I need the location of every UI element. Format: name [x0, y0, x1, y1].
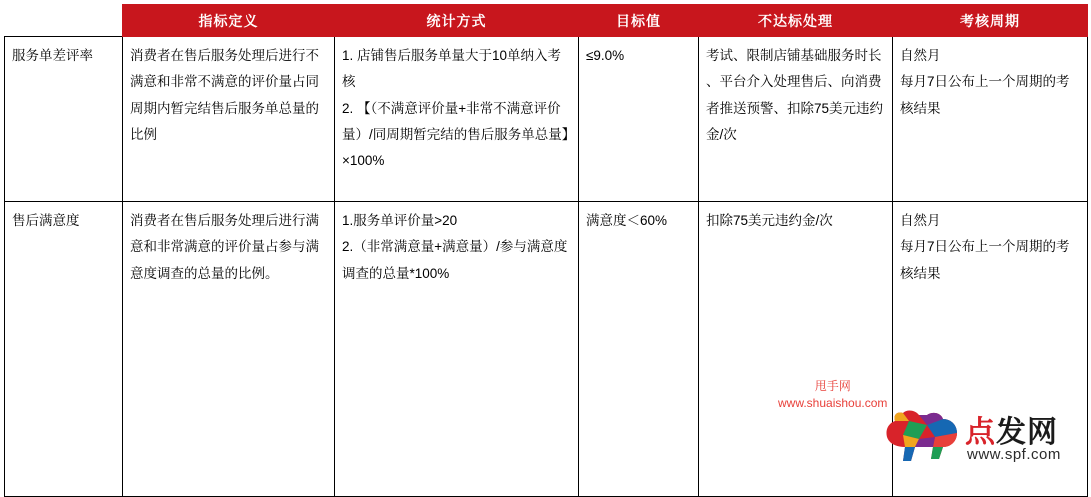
- row-cycle: [893, 37, 1088, 202]
- row-method: [335, 37, 579, 202]
- row-method: [335, 202, 579, 497]
- table-row: [5, 37, 1088, 202]
- header-cell-penalty: 不达标处理: [699, 5, 893, 37]
- header-cell-blank: [5, 5, 123, 37]
- row-label-after-sale-satisfaction: 售后满意度: [5, 202, 123, 497]
- cycle-line: 自然月: [900, 48, 941, 63]
- method-line: 2. 【（不满意评价量+非常不满意评价量）/同周期暂完结的售后服务单总量】×100%: [342, 100, 569, 169]
- cycle-line: 每月7日公布上一个周期的考核结果: [900, 239, 1070, 281]
- logo-url: www.spf.com: [967, 446, 1061, 463]
- logo-brand-dot: 点: [965, 416, 996, 449]
- watermark-url: www.shuaishou.com: [778, 396, 888, 411]
- header-cell-definition: 指标定义: [123, 5, 335, 37]
- method-line: 2.（非常满意量+满意量）/参与满意度调查的总量*100%: [342, 239, 568, 281]
- row-definition: 消费者在售后服务处理后进行满意和非常满意的评价量占参与满意度调查的总量的比例。: [123, 202, 335, 497]
- watermark-name: 甩手网: [814, 379, 851, 393]
- row-penalty: 扣除75美元违约金/次: [699, 202, 893, 497]
- cycle-line: 自然月: [900, 213, 941, 228]
- logo-brand-main: 发网: [996, 416, 1058, 449]
- row-definition: 消费者在售后服务处理后进行不满意和非常不满意的评价量占同周期内暂完结售后服务单总量的比例: [123, 37, 335, 202]
- method-line: 1.服务单评价量>20: [342, 213, 458, 228]
- logo-brand: [965, 407, 1058, 451]
- bull-icon: [883, 407, 961, 465]
- site-logo: [883, 401, 1083, 475]
- row-penalty: 考试、限制店铺基础服务时长 、平台介入处理售后、向消费者推送预警、扣除75美元违约金/次: [699, 37, 893, 202]
- header-cell-method: 统计方式: [335, 5, 579, 37]
- table-header-row: [5, 5, 1088, 37]
- row-label-bad-review-rate: 服务单差评率: [5, 37, 123, 202]
- header-cell-target: 目标值: [579, 5, 699, 37]
- method-line: 1. 店铺售后服务单量大于10单纳入考核: [342, 48, 562, 90]
- header-cell-cycle: 考核周期: [893, 5, 1088, 37]
- row-target: 满意度＜60%: [579, 202, 699, 497]
- row-target: ≤9.0%: [579, 37, 699, 202]
- cycle-line: 每月7日公布上一个周期的考核结果: [900, 74, 1070, 116]
